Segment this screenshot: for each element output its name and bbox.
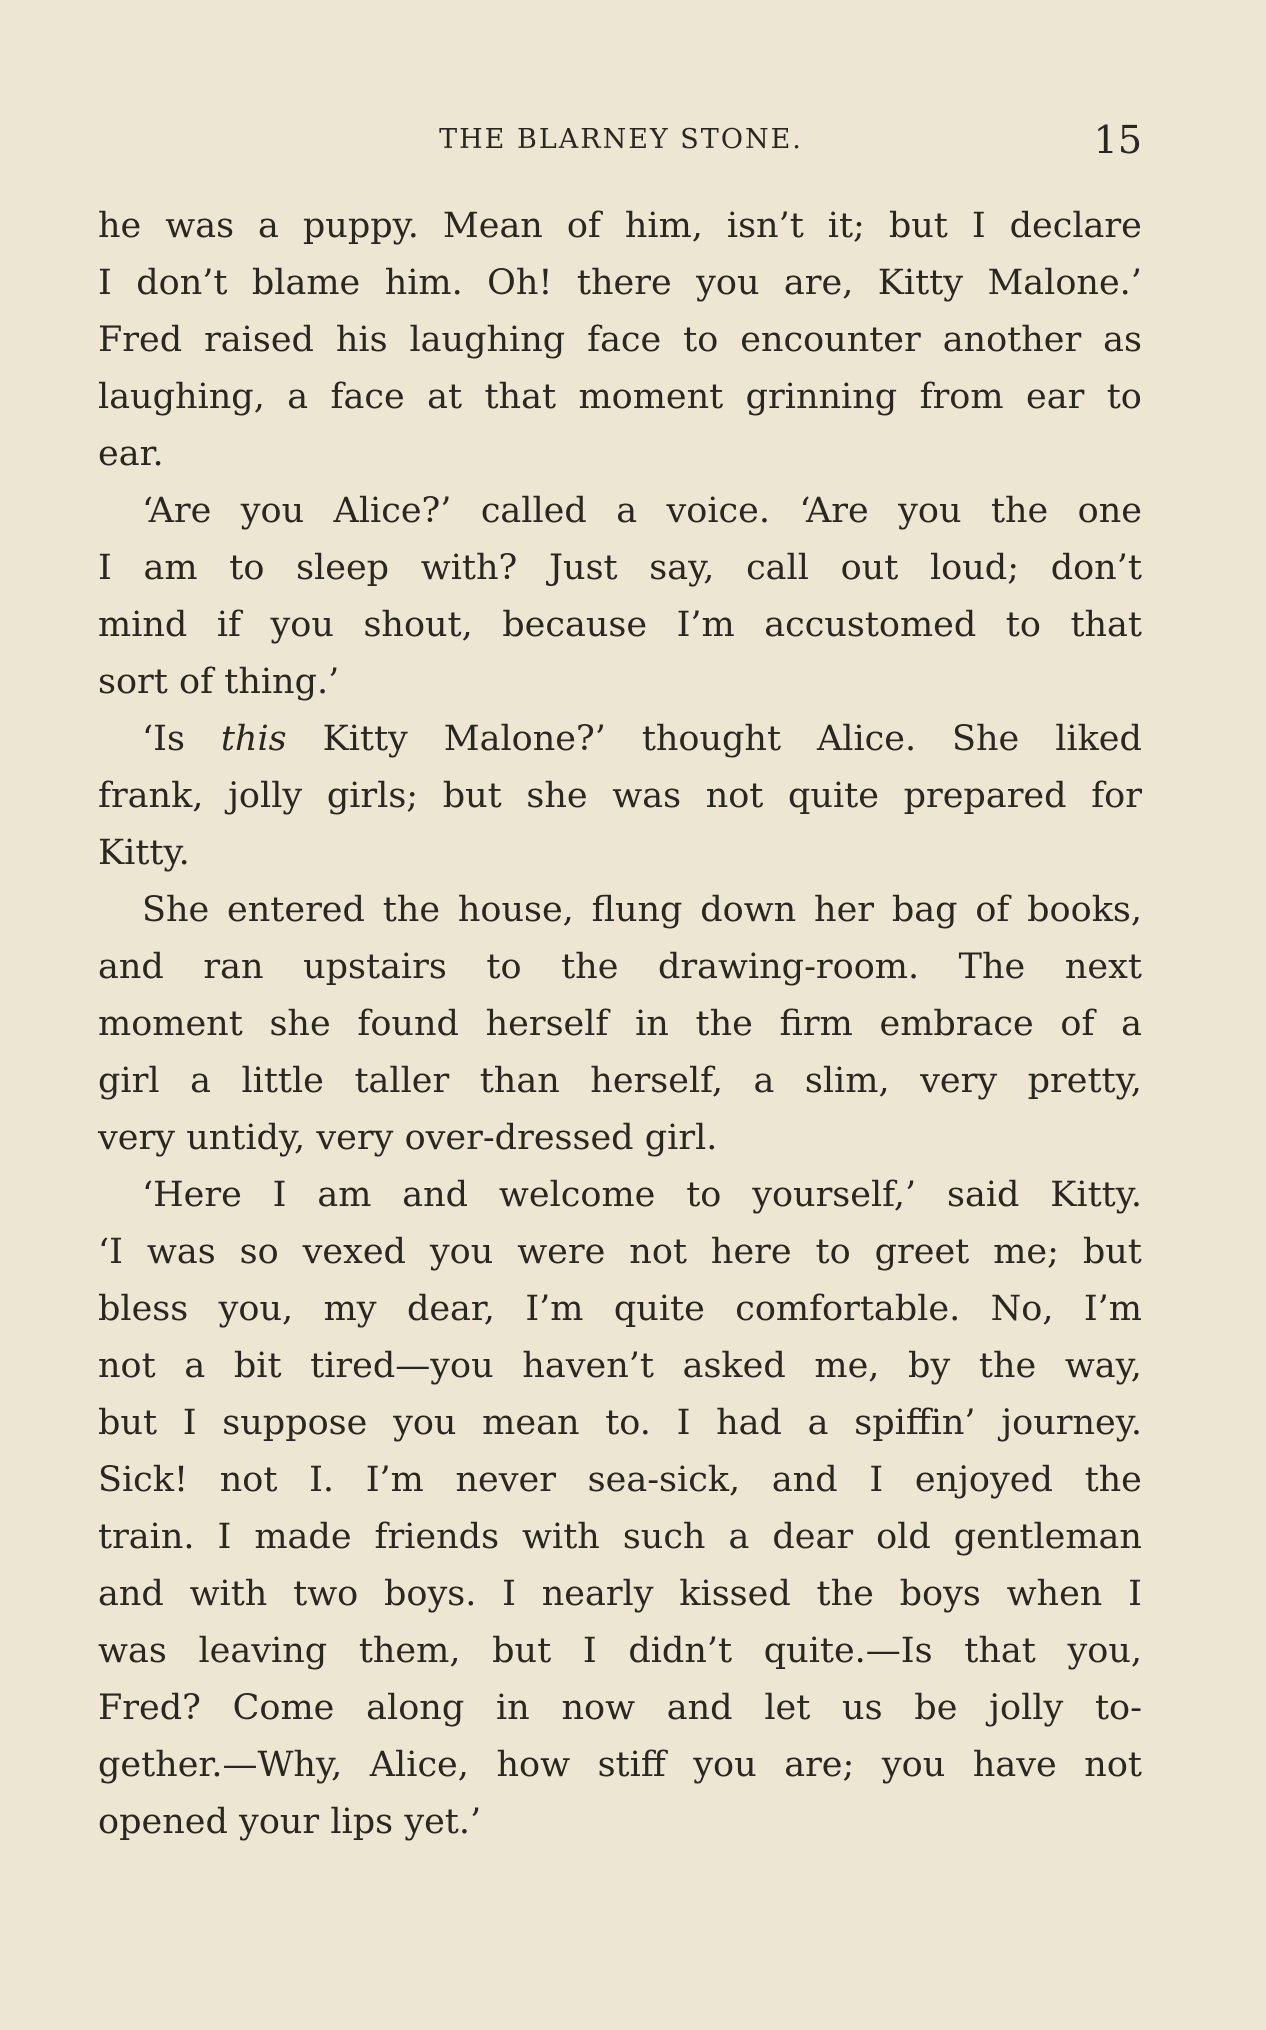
word: enjoyed [914, 1460, 1053, 1500]
word: a [258, 206, 279, 246]
word: for [1091, 776, 1142, 816]
word: ran [203, 947, 264, 987]
word: are; [784, 1745, 855, 1785]
word: a [190, 1061, 211, 1101]
word: a [728, 1517, 750, 1557]
word: I’m [525, 1289, 584, 1329]
text-line [98, 597, 1142, 654]
word: she [526, 776, 588, 816]
word: moment [98, 1004, 243, 1044]
word: thought [641, 719, 782, 759]
text-line [98, 1338, 1142, 1395]
word: to [1005, 605, 1041, 645]
word: way, [1064, 1346, 1142, 1386]
word: I [582, 1631, 597, 1671]
word: I’m [676, 605, 735, 645]
word: prepared [903, 776, 1067, 816]
word: laughing, [98, 377, 265, 417]
word: asked [682, 1346, 786, 1386]
word: a [287, 377, 309, 417]
word: drawing-room. [657, 947, 920, 987]
text-line [98, 1566, 1142, 1623]
word: boys. [384, 1574, 477, 1614]
text-line [98, 255, 1142, 312]
word: because [502, 605, 648, 645]
word: moment [578, 377, 724, 417]
word: but [888, 206, 948, 246]
word: journey. [1001, 1403, 1142, 1443]
word: Kitty. [1050, 1175, 1142, 1215]
text-line [98, 1053, 1142, 1110]
word: as [1103, 320, 1142, 360]
word: were [517, 1232, 606, 1272]
word: dear, [406, 1289, 495, 1329]
word: train. [98, 1517, 195, 1557]
word: ‘Are [142, 491, 212, 531]
word: you [881, 1745, 946, 1785]
text-line [98, 483, 1142, 540]
word: so [239, 1232, 279, 1272]
word: and [771, 1460, 838, 1500]
word: lips [330, 1802, 394, 1842]
text-line [98, 825, 1142, 882]
word: his [335, 320, 388, 360]
word: No, [990, 1289, 1054, 1329]
word: and [402, 1175, 469, 1215]
word: two [293, 1574, 359, 1614]
word: by [908, 1346, 951, 1386]
word: nearly [541, 1574, 654, 1614]
word: but [98, 1403, 158, 1443]
word: along [366, 1688, 465, 1728]
word: herself, [590, 1061, 723, 1101]
word: not [629, 1232, 687, 1272]
word: called [480, 491, 587, 531]
word: ‘Are [799, 491, 869, 531]
word: Kitty [877, 263, 964, 303]
word: you [696, 263, 760, 303]
word: call [746, 548, 809, 588]
word: I [1128, 1574, 1142, 1614]
word: spiffin’ [854, 1403, 976, 1443]
word: of [975, 890, 1010, 930]
word: I [182, 1403, 197, 1443]
word: Alice?’ [333, 491, 452, 531]
word: in [495, 1688, 530, 1728]
word: she [269, 1004, 331, 1044]
word: girl. [644, 1118, 718, 1158]
word: that [484, 377, 557, 417]
word: but [442, 776, 502, 816]
word: your [239, 1802, 320, 1842]
word: made [254, 1517, 352, 1557]
word: this [220, 719, 287, 759]
word: greet [874, 1232, 970, 1272]
word: not [219, 1460, 278, 1500]
word: upstairs [303, 947, 447, 987]
word: to [815, 1232, 851, 1272]
word: boys [899, 1574, 981, 1614]
word: let [764, 1688, 811, 1728]
word: Come [232, 1688, 335, 1728]
word: to [686, 1175, 722, 1215]
word: I [98, 548, 112, 588]
word: house, [457, 890, 574, 930]
word: vexed [302, 1232, 406, 1272]
word: to. [605, 1403, 651, 1443]
word: you [393, 1403, 457, 1443]
word: welcome [498, 1175, 656, 1215]
word: said [946, 1175, 1020, 1215]
word: The [958, 947, 1026, 987]
word: slim, [804, 1061, 890, 1101]
word: firm [779, 1004, 853, 1044]
word: the [695, 1004, 753, 1044]
word: blame [251, 263, 361, 303]
word: friends [374, 1517, 500, 1557]
word: not [98, 1346, 156, 1386]
word: girl [98, 1061, 160, 1101]
word: girls; [326, 776, 419, 816]
word: that [964, 1631, 1036, 1671]
word: them, [358, 1631, 461, 1671]
word: the [816, 1574, 874, 1614]
word: mean [482, 1403, 580, 1443]
word: and [98, 1574, 164, 1614]
text-line [98, 540, 1142, 597]
word: tired—you [310, 1346, 494, 1386]
word: not [1084, 1745, 1142, 1785]
word: you [898, 491, 962, 531]
word: say, [649, 548, 715, 588]
word: now [561, 1688, 636, 1728]
word: me; [993, 1232, 1059, 1272]
text-line [98, 1167, 1142, 1224]
word: comfortable. [735, 1289, 961, 1329]
word: was [146, 1232, 216, 1272]
word: grinning [745, 377, 898, 417]
word: if [216, 605, 242, 645]
word: isn’t [726, 206, 804, 246]
word: opened [98, 1802, 228, 1842]
text-line [98, 768, 1142, 825]
word: you, [1067, 1631, 1142, 1671]
word: that [1070, 605, 1142, 645]
word: kissed [679, 1574, 791, 1614]
word: down [700, 890, 797, 930]
word: her [814, 890, 875, 930]
word: with [522, 1517, 600, 1557]
word: loud; [929, 548, 1019, 588]
word: flung [591, 890, 683, 930]
word: ‘I [98, 1232, 123, 1272]
word: very [920, 1061, 998, 1101]
word: leaving [198, 1631, 328, 1671]
word: never [455, 1460, 556, 1500]
word: out [840, 548, 899, 588]
word: another [942, 320, 1082, 360]
word: at [427, 377, 463, 417]
text-line [98, 1110, 1142, 1167]
word: I [98, 263, 112, 303]
word: with? [420, 548, 518, 588]
word: face [587, 320, 662, 360]
word: frank, [98, 776, 204, 816]
word: am [317, 1175, 372, 1215]
word: accustomed [764, 605, 977, 645]
word: to [486, 947, 522, 987]
word: quite.—Is [763, 1631, 933, 1671]
word: sleep [296, 548, 390, 588]
text-line [98, 654, 1142, 711]
word: Fred? [98, 1688, 201, 1728]
word: how [496, 1745, 571, 1785]
word: but [492, 1631, 552, 1671]
word: the [978, 1346, 1037, 1386]
word: than [479, 1061, 560, 1101]
word: Just [549, 548, 618, 588]
word: taller [354, 1061, 450, 1101]
word: didn’t [628, 1631, 733, 1671]
word: of [566, 206, 601, 246]
text-line [98, 1737, 1142, 1794]
word: little [241, 1061, 324, 1101]
word: ‘Is [142, 719, 185, 759]
word: from [919, 377, 1004, 417]
text-line [98, 996, 1142, 1053]
text-line [98, 1452, 1142, 1509]
word: I [676, 1403, 691, 1443]
word: the [561, 947, 619, 987]
word: I [869, 1460, 884, 1500]
word: ‘Here [142, 1175, 242, 1215]
word: raised [204, 320, 314, 360]
text-line [98, 369, 1142, 426]
word: me, [814, 1346, 880, 1386]
word: herself [485, 1004, 609, 1044]
word: Alice. [816, 719, 917, 759]
word: found [357, 1004, 459, 1044]
word: I [971, 206, 986, 246]
word: don’t [136, 263, 228, 303]
word: with [189, 1574, 268, 1614]
word: am [143, 548, 198, 588]
word: a [616, 491, 638, 531]
word: be [914, 1688, 958, 1728]
word: stiff [597, 1745, 666, 1785]
word: untidy, [186, 1118, 306, 1158]
word: a [753, 1061, 775, 1101]
word: a [807, 1403, 829, 1443]
word: over-dressed [404, 1118, 634, 1158]
word: gether.—Why, [98, 1745, 343, 1785]
text-line [98, 939, 1142, 996]
word: yourself,’ [752, 1175, 917, 1215]
text-line [98, 1224, 1142, 1281]
word: Fred [98, 320, 183, 360]
word: he [98, 206, 142, 246]
word: Kitty [322, 719, 408, 759]
word: entered [227, 890, 365, 930]
word: of [1060, 1004, 1095, 1044]
word: bit [233, 1346, 282, 1386]
word: I [272, 1175, 287, 1215]
word: quite [788, 776, 879, 816]
word: here [710, 1232, 792, 1272]
word: to [1106, 377, 1142, 417]
word: bless [98, 1289, 189, 1329]
word: haven’t [522, 1346, 654, 1386]
word: was [165, 206, 235, 246]
word: us [842, 1688, 883, 1728]
word: quite [613, 1289, 705, 1329]
word: of [179, 662, 214, 702]
word: encounter [740, 320, 921, 360]
word: to [683, 320, 719, 360]
word: a [1121, 1004, 1142, 1044]
text-line [98, 1680, 1142, 1737]
word: don’t [1050, 548, 1142, 588]
word: one [1077, 491, 1142, 531]
word: my [323, 1289, 377, 1329]
word: Kitty. [98, 833, 190, 873]
word: gentleman [953, 1517, 1142, 1557]
word: but [1082, 1232, 1142, 1272]
word: him, [624, 206, 703, 246]
word: in [635, 1004, 669, 1044]
word: was [98, 1631, 167, 1671]
word: Alice, [369, 1745, 469, 1785]
word: laughing [409, 320, 566, 360]
word: have [972, 1745, 1057, 1785]
word: liked [1055, 719, 1142, 759]
word: had [716, 1403, 782, 1443]
text-line [98, 1794, 1142, 1851]
body-text [98, 198, 1142, 1851]
word: such [622, 1517, 706, 1557]
word: the [1084, 1460, 1142, 1500]
word: I. [309, 1460, 335, 1500]
word: you, [218, 1289, 294, 1329]
word: pretty, [1027, 1061, 1142, 1101]
word: it; [827, 206, 865, 246]
word: to [229, 548, 265, 588]
word: suppose [222, 1403, 368, 1443]
word: mind [98, 605, 188, 645]
word: yet.’ [404, 1802, 482, 1842]
text-line [98, 711, 1142, 768]
text-line [98, 1509, 1142, 1566]
word: thing.’ [224, 662, 340, 702]
word: embrace [879, 1004, 1034, 1044]
word: the [990, 491, 1049, 531]
word: I [217, 1517, 232, 1557]
text-line [98, 426, 1142, 483]
word: and [666, 1688, 733, 1728]
word: him. [384, 263, 463, 303]
word: She [142, 890, 210, 930]
word: face [330, 377, 405, 417]
word: Malone?’ [443, 719, 606, 759]
word: not [705, 776, 764, 816]
word: books, [1027, 890, 1142, 930]
word: there [576, 263, 672, 303]
word: are, [783, 263, 854, 303]
word: declare [1009, 206, 1142, 246]
word: I [502, 1574, 516, 1614]
word: to- [1094, 1688, 1142, 1728]
word: sort [98, 662, 168, 702]
word: dear [772, 1517, 854, 1557]
text-line [98, 1281, 1142, 1338]
word: and [98, 947, 164, 987]
word: I’m [1083, 1289, 1142, 1329]
text-line [98, 1623, 1142, 1680]
word: ear [1026, 377, 1085, 417]
text-line [98, 198, 1142, 255]
word: the [382, 890, 441, 930]
word: you [693, 1745, 757, 1785]
word: Mean [442, 206, 543, 246]
word: voice. [666, 491, 770, 531]
word: Sick! [98, 1460, 189, 1500]
word: bag [891, 890, 958, 930]
word: She [952, 719, 1020, 759]
word: very [316, 1118, 394, 1158]
word: ear. [98, 434, 164, 474]
word: a [184, 1346, 206, 1386]
running-head [100, 118, 1142, 162]
text-line [98, 1395, 1142, 1452]
page-number: 15 [1093, 118, 1142, 162]
running-title: THE BLARNEY STONE. [439, 124, 803, 155]
word: you [270, 605, 334, 645]
word: puppy. [302, 206, 419, 246]
word: when [1006, 1574, 1103, 1614]
word: you [240, 491, 305, 531]
word: jolly [989, 1688, 1064, 1728]
text-line [98, 882, 1142, 939]
word: very [98, 1118, 175, 1158]
word: Malone.’ [987, 263, 1142, 303]
word: shout, [363, 605, 473, 645]
word: was [612, 776, 682, 816]
word: I’m [365, 1460, 424, 1500]
word: jolly [228, 776, 303, 816]
word: Oh! [487, 263, 553, 303]
word: you [429, 1232, 494, 1272]
word: sea-sick, [587, 1460, 741, 1500]
word: old [876, 1517, 931, 1557]
text-line [98, 312, 1142, 369]
word: next [1064, 947, 1142, 987]
